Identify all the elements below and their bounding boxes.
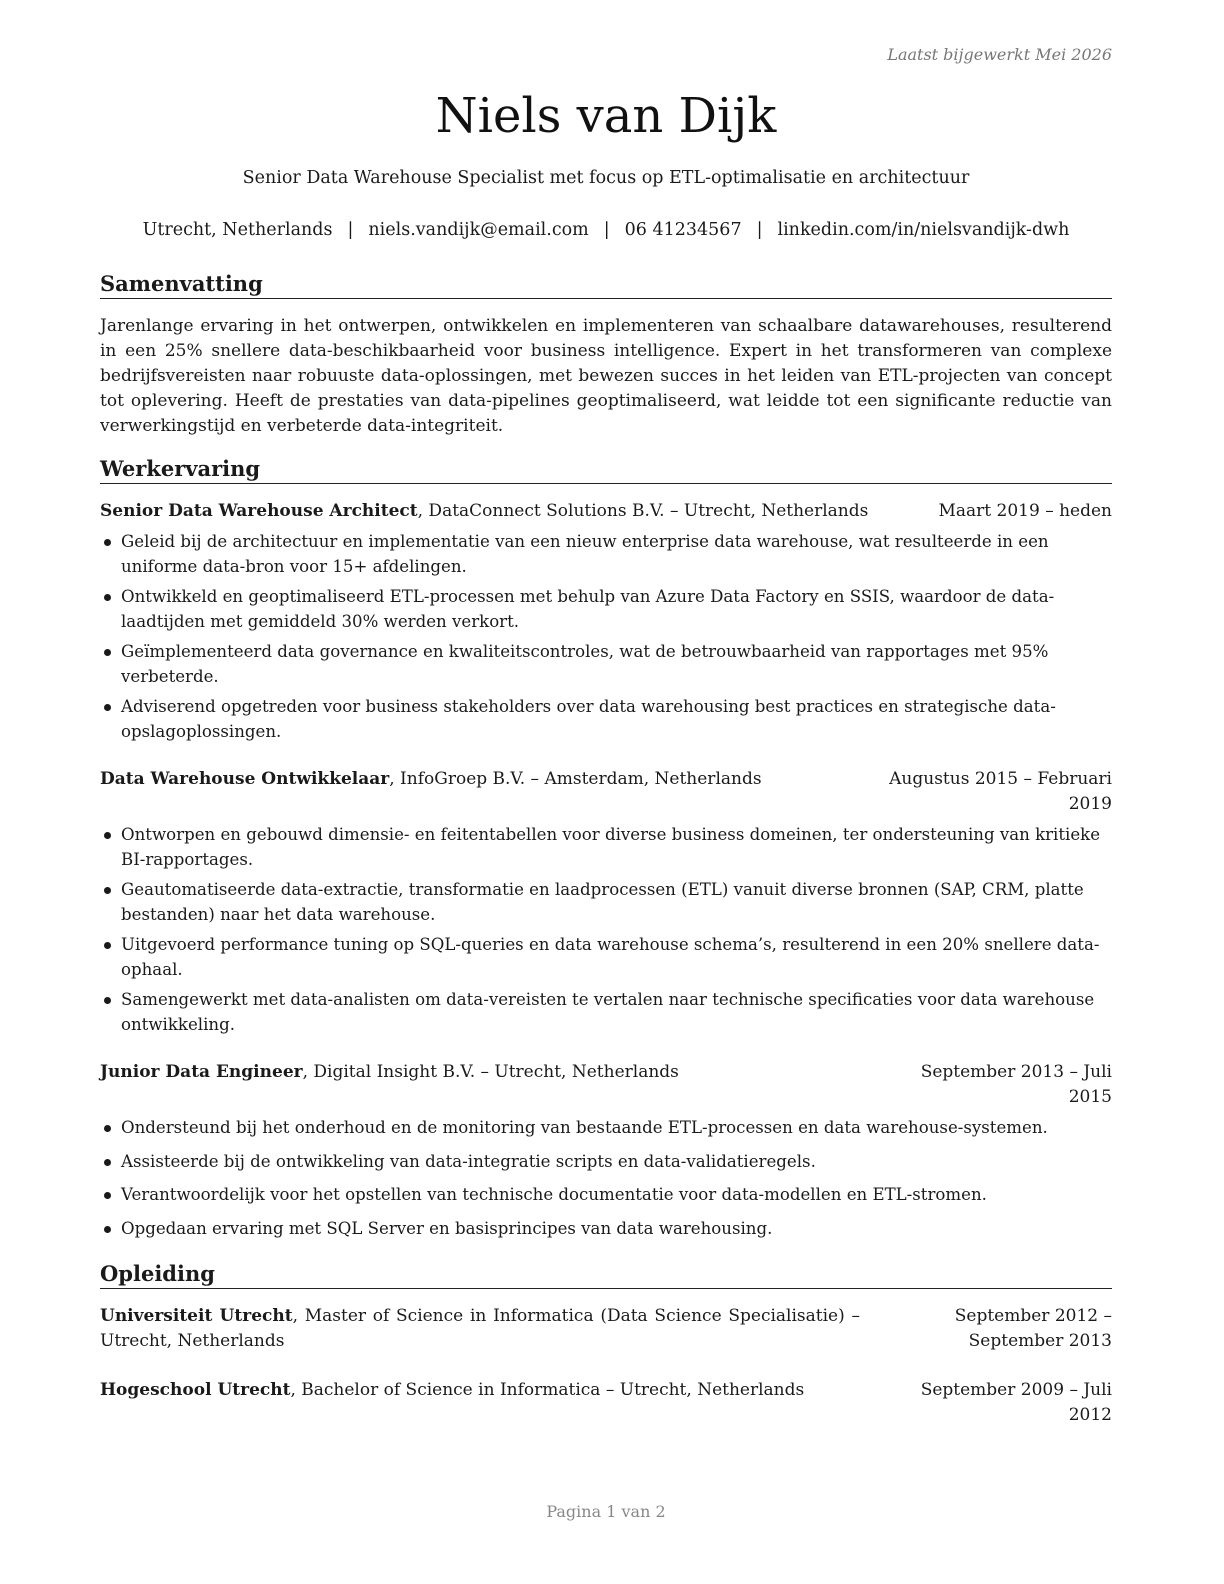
job-title: Senior Data Warehouse Architect — [100, 501, 418, 521]
list-item: Geïmplementeerd data governance en kwaliteitscontroles, wat de betrouwbaarheid van rapportages met 95% verbeterde. — [100, 639, 1116, 689]
list-item: Samengewerkt met data-analisten om data-vereisten te vertalen naar technische specificaties voor data warehouse ontwikkeling. — [100, 987, 1116, 1037]
school-name: Universiteit Utrecht — [100, 1306, 293, 1326]
contact-separator: | — [603, 220, 610, 240]
education-entry — [100, 1378, 1112, 1425]
contact-phone: 06 41234567 — [624, 220, 742, 240]
list-item: Uitgevoerd performance tuning op SQL-queries en data warehouse schema’s, resulterend in een 20% snellere data-ophaal. — [100, 932, 1116, 982]
degree: , Bachelor of Science in Informatica – Utrecht, Netherlands — [290, 1380, 805, 1400]
contact-separator: | — [347, 220, 354, 240]
job-dates: Maart 2019 – heden — [938, 501, 1112, 521]
list-item: Adviserend opgetreden voor business stakeholders over data warehousing best practices en strategische data-opslagoplossingen. — [100, 694, 1116, 744]
list-item: Geautomatiseerde data-extractie, transformatie en laadprocessen (ETL) vanuit diverse bronnen (SAP, CRM, platte bestanden) naar het data warehouse. — [100, 877, 1116, 927]
list-item: Opgedaan ervaring met SQL Server en basisprincipes van data warehousing. — [100, 1216, 1116, 1241]
job-dates: Augustus 2015 – Februari 2019 — [889, 769, 1112, 814]
section-title-summary: Samenvatting — [100, 271, 1112, 299]
degree: , Master of Science in Informatica (Data Science Specialisatie) – Utrecht, Netherlands — [100, 1306, 860, 1351]
job-bullets — [100, 822, 1116, 1042]
job-organization: , Digital Insight B.V. – Utrecht, Netherlands — [302, 1062, 679, 1082]
job-dates: September 2013 – Juli 2015 — [920, 1062, 1112, 1107]
contact-location: Utrecht, Netherlands — [142, 220, 333, 240]
list-item: Ontwikkeld en geoptimaliseerd ETL-processen met behulp van Azure Data Factory en SSIS, waardoor de data-laadtijden met gemiddeld 30% werden verkort. — [100, 584, 1116, 634]
headline: Senior Data Warehouse Specialist met focus op ETL-optimalisatie en architectuur — [242, 168, 970, 188]
job-bullets — [100, 529, 1116, 749]
section-title-education: Opleiding — [100, 1261, 1112, 1289]
list-item: Ondersteund bij het onderhoud en de monitoring van bestaande ETL-processen en data warehouse-systemen. — [100, 1115, 1116, 1140]
job-organization: , InfoGroep B.V. – Amsterdam, Netherlands — [389, 769, 762, 789]
job-organization: , DataConnect Solutions B.V. – Utrecht, Netherlands — [417, 501, 869, 521]
contact-email[interactable]: niels.vandijk@email.com — [368, 220, 589, 240]
education-dates: September 2009 – Juli 2012 — [920, 1380, 1112, 1425]
list-item: Geleid bij de architectuur en implementatie van een nieuw enterprise data warehouse, wat resulteerde in een uniforme data-bron voor 15+ afdelingen. — [100, 529, 1116, 579]
job-bullets — [100, 1115, 1116, 1249]
list-item: Ontworpen en gebouwd dimensie- en feitentabellen voor diverse business domeinen, ter ondersteuning van kritieke BI-rapportages. — [100, 822, 1116, 872]
job-title: Data Warehouse Ontwikkelaar — [100, 769, 390, 789]
page-number: Pagina 1 van 2 — [546, 1502, 666, 1521]
list-item: Assisteerde bij de ontwikkeling van data-integratie scripts en data-validatieregels. — [100, 1149, 1116, 1174]
list-item: Verantwoordelijk voor het opstellen van technische documentatie voor data-modellen en ETL-stromen. — [100, 1182, 1116, 1207]
education-dates: September 2012 – September 2013 — [954, 1306, 1112, 1351]
job-header — [100, 767, 1112, 814]
candidate-name: Niels van Dijk — [435, 88, 777, 144]
school-name: Hogeschool Utrecht — [100, 1380, 291, 1400]
job-header — [100, 499, 1112, 524]
contact-separator: | — [756, 220, 763, 240]
contact-linkedin[interactable]: linkedin.com/in/nielsvandijk-dwh — [777, 220, 1070, 240]
summary-text: Jarenlange ervaring in het ontwerpen, ontwikkelen en implementeren van schaalbare datawarehouses, resulterend in een 25% snellere data-beschikbaarheid voor business intelligence. Expert in het transformeren van complexe bedrijfsvereisten naar robuuste data-oplossingen, met bewezen succes in het leiden van ETL-projecten van concept tot oplevering. Heeft de prestaties van data-pipelines geoptimaliseerd, wat leidde tot een significante reductie van verwerkingstijd en verbeterde data-integriteit. — [100, 316, 1112, 436]
contact-line — [100, 220, 1112, 240]
education-entry — [100, 1304, 1112, 1354]
job-header — [100, 1060, 1112, 1107]
last-updated-note: Laatst bijgewerkt Mei 2026 — [887, 45, 1112, 64]
section-title-experience: Werkervaring — [100, 456, 1112, 484]
job-title: Junior Data Engineer — [100, 1062, 303, 1082]
